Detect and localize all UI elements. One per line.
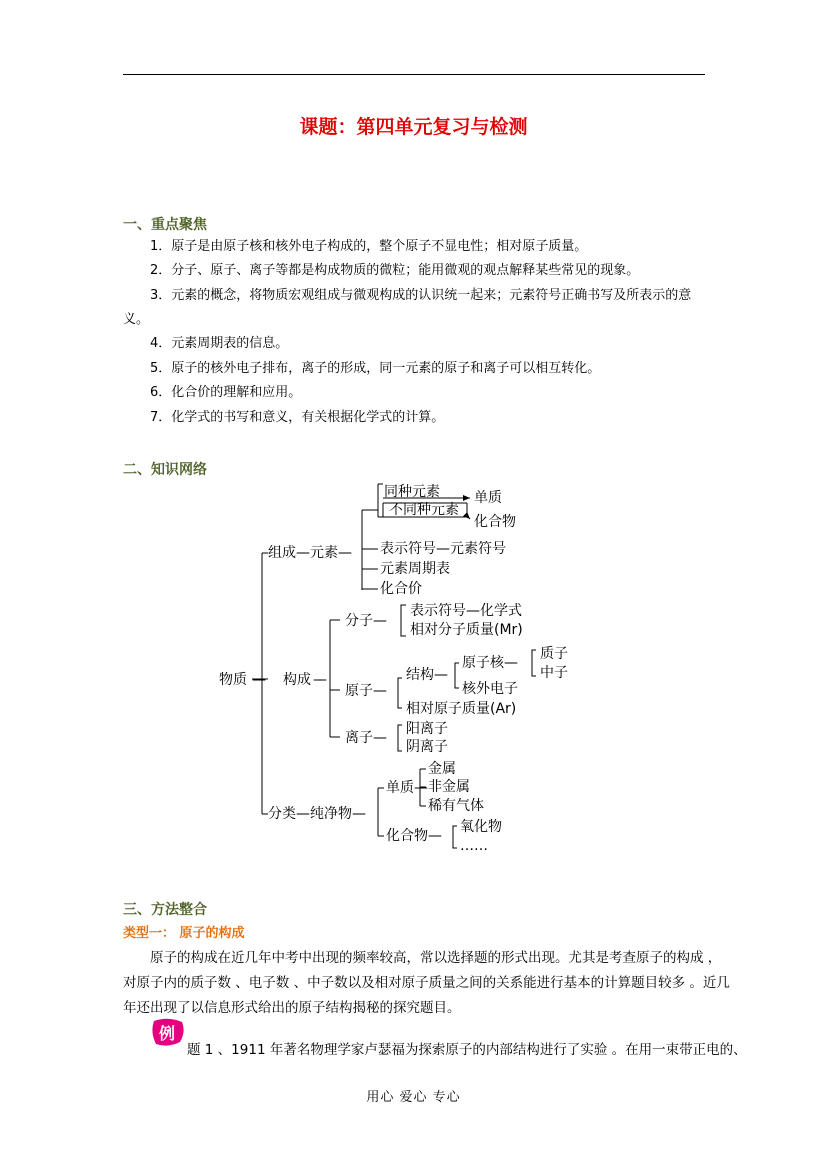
diagram-huahejia: 化合价 [380, 581, 422, 597]
diagram-danzhi-top: 单质 [474, 490, 502, 506]
diagram-fenlei: 分类—纯净物— [268, 806, 366, 822]
focus-item: 7．化学式的书写和意义，有关根据化学式的计算。 [150, 410, 445, 425]
type-heading: 类型一： 原子的构成 [123, 926, 245, 941]
diagram-yinlizi: 阴离子 [406, 739, 448, 755]
method-paragraph: 原子的构成在近几年中考中出现的频率较高，常以选择题的形式出现。尤其是考查原子的构成 ， [150, 950, 722, 966]
diagram-zhizi: 质子 [540, 646, 568, 662]
page-title: 课题：第四单元复习与检测 [299, 116, 528, 138]
diagram-hewai: 核外电子 [462, 681, 518, 697]
focus-item: 6．化合价的理解和应用。 [150, 385, 302, 400]
focus-item: 3．元素的概念，将物质宏观组成与微观构成的认识统一起来；元素符号正确书写及所表示的意 [150, 288, 692, 303]
diagram-dots: …… [460, 838, 488, 854]
example-badge-label: 例 [159, 1024, 176, 1043]
focus-item-cont: 义。 [123, 312, 150, 327]
diagram-huahewu: 化合物— [386, 828, 442, 844]
diagram-zucheng: 组成—元素— [268, 545, 352, 561]
diagram-biaoshi1: 表示符号—元素符号 [380, 541, 506, 557]
example-badge-icon [150, 1018, 186, 1048]
diagram-lizi: 离子— [345, 730, 387, 746]
diagram-biaoshi2: 表示符号—化学式 [410, 603, 522, 619]
diagram-yanglizi: 阳离子 [406, 721, 448, 737]
diagram-ar: 相对原子质量(Ar) [406, 701, 517, 717]
diagram-mr: 相对分子质量(Mr) [410, 622, 523, 638]
method-paragraph: 年还出现了以信息形式给出的原子结构揭秘的探究题目。 [123, 1000, 461, 1016]
diagram-dash: — [313, 672, 327, 688]
page-footer: 用心 爱心 专心 [366, 1090, 461, 1105]
method-paragraph: 对原子内的质子数 、电子数 、中子数以及相对原子质量之间的关系能进行基本的计算题目较多 。近几 [123, 975, 730, 991]
focus-item: 5．原子的核外电子排布，离子的形成，同一元素的原子和离子可以相互转化。 [150, 361, 601, 376]
diagram-zhongzi: 中子 [540, 665, 568, 681]
diagram-jinshu: 金属 [428, 761, 456, 777]
diagram-xiyou: 稀有气体 [428, 798, 484, 814]
diagram-goucheng: 构成 [283, 672, 311, 688]
diagram-zhouqibiao: 元素周期表 [380, 561, 450, 577]
focus-item: 4．元素周期表的信息。 [150, 336, 289, 351]
diagram-yuanzihe: 原子核— [462, 655, 518, 671]
section-heading-network: 二、知识网络 [123, 462, 207, 478]
diagram-yanghuawu: 氧化物 [460, 819, 502, 835]
section-heading-methods: 三、方法整合 [123, 902, 207, 918]
diagram-huahewu-top: 化合物 [474, 514, 516, 530]
diagram-dash: — [252, 672, 266, 688]
diagram-root: 物质 [219, 672, 247, 688]
diagram-tongzhong: 同种元素 [384, 484, 440, 500]
example-text: 题 1 、1911 年著名物理学家卢瑟福为探索原子的内部结构进行了实验 。在用一束带正电的、 [187, 1042, 747, 1058]
focus-item: 1．原子是由原子核和核外电子构成的，整个原子不显电性；相对原子质量。 [150, 239, 588, 254]
diagram-feijinshu: 非金属 [428, 779, 470, 795]
diagram-yuanzi: 原子— [345, 683, 387, 699]
diagram-fenzi: 分子— [345, 613, 387, 629]
section-heading-focus: 一、重点聚焦 [123, 217, 207, 233]
focus-item: 2．分子、原子、离子等都是构成物质的微粒；能用微观的观点解释某些常见的现象。 [150, 263, 640, 278]
diagram-butongzhong: 不同种元素 [389, 502, 459, 518]
diagram-jiegou: 结构— [406, 667, 448, 683]
diagram-danzhi: 单质— [386, 780, 428, 796]
